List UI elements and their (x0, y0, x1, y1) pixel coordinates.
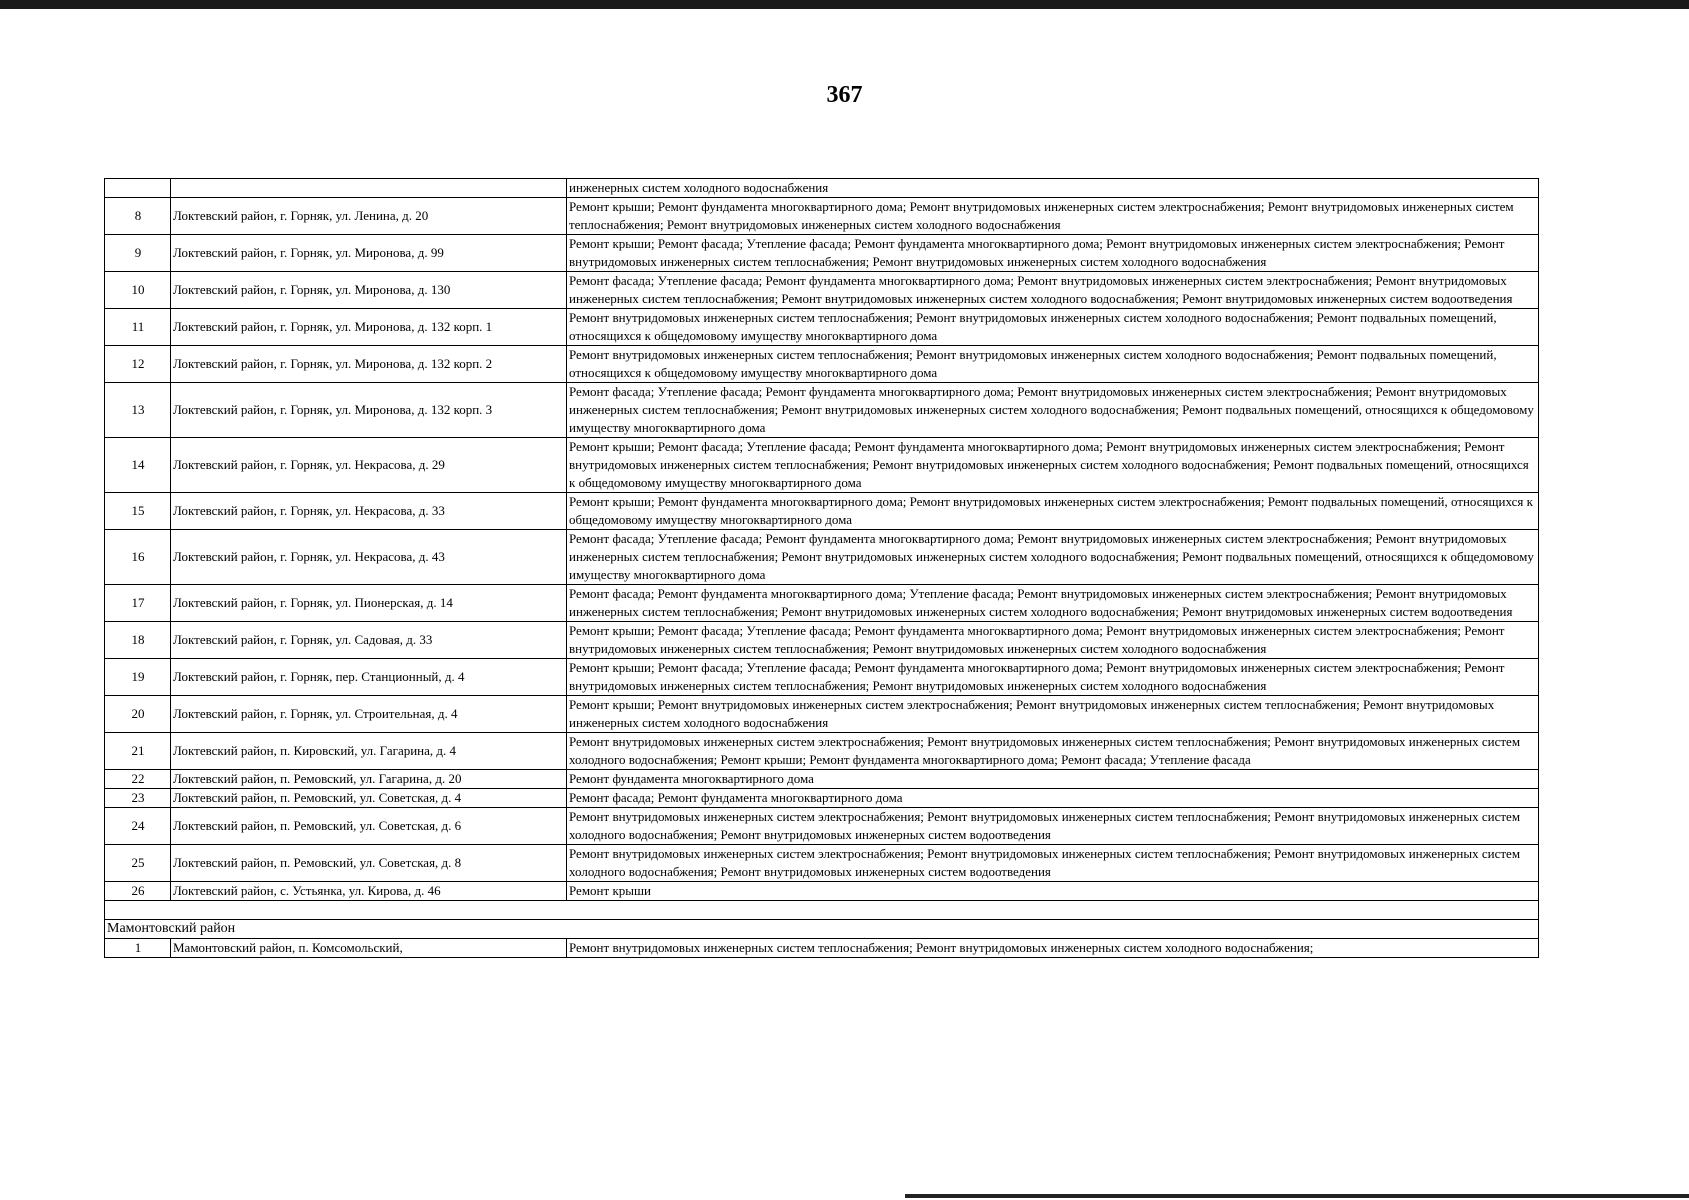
works-cell: Ремонт крыши; Ремонт фасада; Утепление фасада; Ремонт фундамента многоквартирного дома; Ремонт внутридомовых инженерных систем электроснабжения; Ремонт внутридомовых инженерных систем теплоснабжения; Ремонт внутридомовых инженерных систем холодного водоснабжения (567, 235, 1539, 272)
table-row (105, 235, 1539, 272)
num-cell: 17 (105, 585, 171, 622)
address-cell (171, 179, 567, 198)
address-cell: Локтевский район, г. Горняк, ул. Миронова, д. 99 (171, 235, 567, 272)
table-row (105, 733, 1539, 770)
table-row (105, 808, 1539, 845)
address-cell: Локтевский район, с. Устьянка, ул. Кирова, д. 46 (171, 882, 567, 901)
works-cell: Ремонт внутридомовых инженерных систем теплоснабжения; Ремонт внутридомовых инженерных систем холодного водоснабжения; Ремонт подвальных помещений, относящихся к общедомовому имуществу многоквартирного дома (567, 346, 1539, 383)
address-cell: Локтевский район, г. Горняк, ул. Некрасова, д. 43 (171, 530, 567, 585)
table-row (105, 585, 1539, 622)
table-row (105, 845, 1539, 882)
table-row (105, 530, 1539, 585)
top-scan-edge (0, 0, 1689, 9)
num-cell: 19 (105, 659, 171, 696)
num-cell: 20 (105, 696, 171, 733)
address-cell: Локтевский район, г. Горняк, ул. Некрасова, д. 33 (171, 493, 567, 530)
register-body (105, 179, 1539, 958)
address-cell: Локтевский район, г. Горняк, ул. Пионерская, д. 14 (171, 585, 567, 622)
address-cell: Локтевский район, г. Горняк, пер. Станционный, д. 4 (171, 659, 567, 696)
address-cell: Локтевский район, г. Горняк, ул. Миронова, д. 132 корп. 2 (171, 346, 567, 383)
table-row (105, 789, 1539, 808)
address-cell: Локтевский район, г. Горняк, ул. Ленина, д. 20 (171, 198, 567, 235)
table-row (105, 696, 1539, 733)
works-cell: Ремонт фасада; Ремонт фундамента многоквартирного дома; Утепление фасада; Ремонт внутридомовых инженерных систем электроснабжения; Ремонт внутридомовых инженерных систем теплоснабжения; Ремонт внутридомовых инженерных систем холодного водоснабжения; Ремонт внутридомовых инженерных систем водоотведения (567, 585, 1539, 622)
num-cell: 13 (105, 383, 171, 438)
table-row (105, 438, 1539, 493)
num-cell: 1 (105, 939, 171, 958)
num-cell: 10 (105, 272, 171, 309)
address-cell: Локтевский район, п. Ремовский, ул. Советская, д. 8 (171, 845, 567, 882)
table-row (105, 309, 1539, 346)
num-cell: 26 (105, 882, 171, 901)
works-cell: Ремонт крыши; Ремонт фасада; Утепление фасада; Ремонт фундамента многоквартирного дома; Ремонт внутридомовых инженерных систем электроснабжения; Ремонт внутридомовых инженерных систем теплоснабжения; Ремонт внутридомовых инженерных систем холодного водоснабжения; Ремонт подвальных помещений, относящихся к общедомовому имуществу многоквартирного дома (567, 438, 1539, 493)
works-cell: Ремонт крыши (567, 882, 1539, 901)
table-row (105, 770, 1539, 789)
works-cell: Ремонт крыши; Ремонт фасада; Утепление фасада; Ремонт фундамента многоквартирного дома; Ремонт внутридомовых инженерных систем электроснабжения; Ремонт внутридомовых инженерных систем теплоснабжения; Ремонт внутридомовых инженерных систем холодного водоснабжения (567, 622, 1539, 659)
works-cell: Ремонт крыши; Ремонт внутридомовых инженерных систем электроснабжения; Ремонт внутридомовых инженерных систем теплоснабжения; Ремонт внутридомовых инженерных систем холодного водоснабжения (567, 696, 1539, 733)
works-cell: Ремонт фасада; Утепление фасада; Ремонт фундамента многоквартирного дома; Ремонт внутридомовых инженерных систем электроснабжения; Ремонт внутридомовых инженерных систем теплоснабжения; Ремонт внутридомовых инженерных систем холодного водоснабжения; Ремонт подвальных помещений, относящихся к общедомовому имуществу многоквартирного дома (567, 530, 1539, 585)
address-cell: Локтевский район, г. Горняк, ул. Строительная, д. 4 (171, 696, 567, 733)
district-heading: Мамонтовский район (105, 920, 1539, 939)
table-row (105, 939, 1539, 958)
page-number: 367 (826, 82, 863, 108)
works-cell: Ремонт фасада; Ремонт фундамента многоквартирного дома (567, 789, 1539, 808)
table-row (105, 198, 1539, 235)
works-cell: Ремонт крыши; Ремонт фундамента многоквартирного дома; Ремонт внутридомовых инженерных систем электроснабжения; Ремонт подвальных помещений, относящихся к общедомовому имуществу многоквартирного дома (567, 493, 1539, 530)
works-cell: Ремонт внутридомовых инженерных систем электроснабжения; Ремонт внутридомовых инженерных систем теплоснабжения; Ремонт внутридомовых инженерных систем холодного водоснабжения; Ремонт внутридомовых инженерных систем водоотведения (567, 845, 1539, 882)
num-cell (105, 179, 171, 198)
address-cell: Локтевский район, п. Кировский, ул. Гагарина, д. 4 (171, 733, 567, 770)
table-row (105, 383, 1539, 438)
num-cell: 21 (105, 733, 171, 770)
num-cell: 23 (105, 789, 171, 808)
num-cell: 9 (105, 235, 171, 272)
address-cell: Локтевский район, п. Ремовский, ул. Советская, д. 6 (171, 808, 567, 845)
table-row (105, 346, 1539, 383)
works-cell: Ремонт крыши; Ремонт фасада; Утепление фасада; Ремонт фундамента многоквартирного дома; Ремонт внутридомовых инженерных систем электроснабжения; Ремонт внутридомовых инженерных систем теплоснабжения; Ремонт внутридомовых инженерных систем холодного водоснабжения (567, 659, 1539, 696)
bottom-scan-edge (905, 1194, 1689, 1198)
num-cell: 25 (105, 845, 171, 882)
num-cell: 24 (105, 808, 171, 845)
num-cell: 18 (105, 622, 171, 659)
num-cell: 16 (105, 530, 171, 585)
address-cell: Локтевский район, г. Горняк, ул. Миронова, д. 132 корп. 1 (171, 309, 567, 346)
works-cell: Ремонт фасада; Утепление фасада; Ремонт фундамента многоквартирного дома; Ремонт внутридомовых инженерных систем электроснабжения; Ремонт внутридомовых инженерных систем теплоснабжения; Ремонт внутридомовых инженерных систем холодного водоснабжения; Ремонт подвальных помещений, относящихся к общедомовому имуществу многоквартирного дома (567, 383, 1539, 438)
works-cell: Ремонт фундамента многоквартирного дома (567, 770, 1539, 789)
spacer-row (105, 901, 1539, 920)
num-cell: 15 (105, 493, 171, 530)
num-cell: 11 (105, 309, 171, 346)
num-cell: 22 (105, 770, 171, 789)
table-row (105, 272, 1539, 309)
table-row (105, 622, 1539, 659)
num-cell: 8 (105, 198, 171, 235)
works-cell: Ремонт фасада; Утепление фасада; Ремонт фундамента многоквартирного дома; Ремонт внутридомовых инженерных систем электроснабжения; Ремонт внутридомовых инженерных систем теплоснабжения; Ремонт внутридомовых инженерных систем холодного водоснабжения; Ремонт внутридомовых инженерных систем водоотведения (567, 272, 1539, 309)
address-cell: Локтевский район, г. Горняк, ул. Некрасова, д. 29 (171, 438, 567, 493)
address-cell: Локтевский район, п. Ремовский, ул. Гагарина, д. 20 (171, 770, 567, 789)
address-cell: Локтевский район, г. Горняк, ул. Садовая, д. 33 (171, 622, 567, 659)
continuation-row (105, 179, 1539, 198)
num-cell: 14 (105, 438, 171, 493)
works-cell: Ремонт внутридомовых инженерных систем теплоснабжения; Ремонт внутридомовых инженерных систем холодного водоснабжения; Ремонт подвальных помещений, относящихся к общедомовому имуществу многоквартирного дома (567, 309, 1539, 346)
address-cell: Мамонтовский район, п. Комсомольский, (171, 939, 567, 958)
works-cell: Ремонт крыши; Ремонт фундамента многоквартирного дома; Ремонт внутридомовых инженерных систем электроснабжения; Ремонт внутридомовых инженерных систем теплоснабжения; Ремонт внутридомовых инженерных систем холодного водоснабжения (567, 198, 1539, 235)
address-cell: Локтевский район, п. Ремовский, ул. Советская, д. 4 (171, 789, 567, 808)
address-cell: Локтевский район, г. Горняк, ул. Миронова, д. 130 (171, 272, 567, 309)
table-row (105, 659, 1539, 696)
district-heading-row (105, 920, 1539, 939)
works-cell: Ремонт внутридомовых инженерных систем электроснабжения; Ремонт внутридомовых инженерных систем теплоснабжения; Ремонт внутридомовых инженерных систем холодного водоснабжения; Ремонт внутридомовых инженерных систем водоотведения (567, 808, 1539, 845)
table-row (105, 882, 1539, 901)
repair-register-table (104, 178, 1539, 958)
table-row (105, 493, 1539, 530)
works-cell: Ремонт внутридомовых инженерных систем теплоснабжения; Ремонт внутридомовых инженерных систем холодного водоснабжения; (567, 939, 1539, 958)
works-cell: инженерных систем холодного водоснабжения (567, 179, 1539, 198)
works-cell: Ремонт внутридомовых инженерных систем электроснабжения; Ремонт внутридомовых инженерных систем теплоснабжения; Ремонт внутридомовых инженерных систем холодного водоснабжения; Ремонт крыши; Ремонт фундамента многоквартирного дома; Ремонт фасада; Утепление фасада (567, 733, 1539, 770)
num-cell: 12 (105, 346, 171, 383)
address-cell: Локтевский район, г. Горняк, ул. Миронова, д. 132 корп. 3 (171, 383, 567, 438)
spacer-cell (105, 901, 1539, 920)
